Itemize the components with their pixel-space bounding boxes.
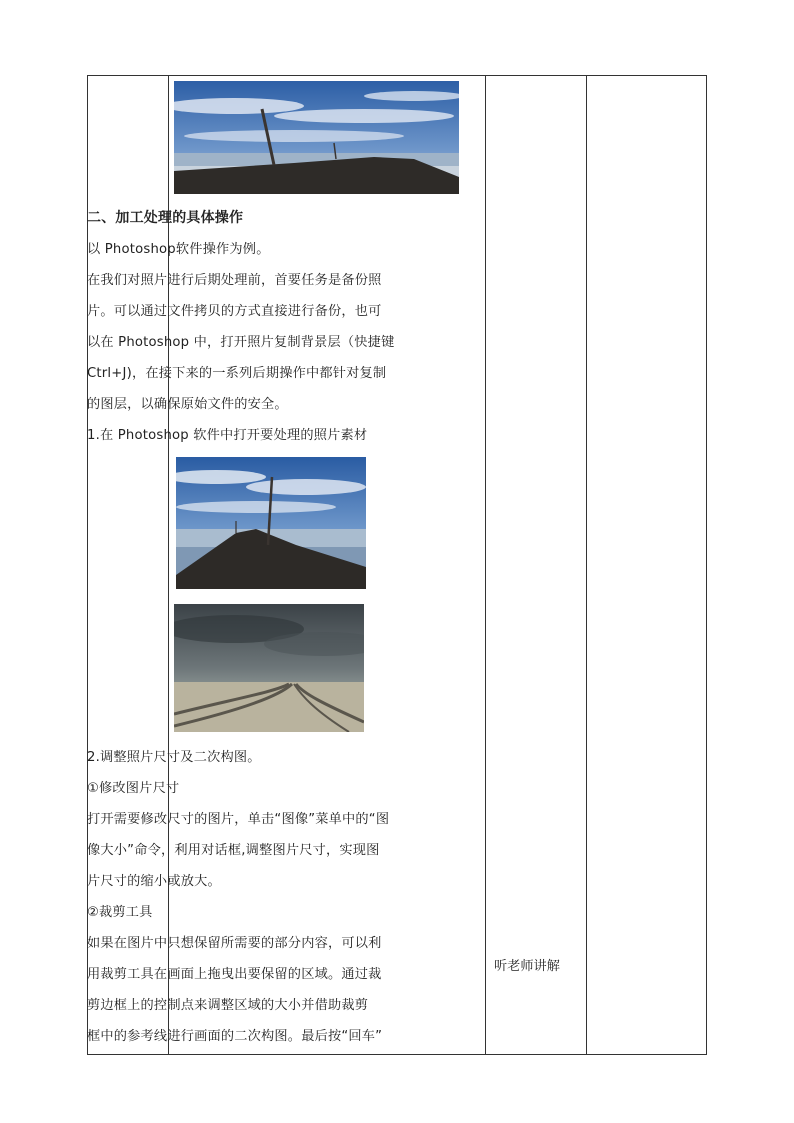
student-activity-note: 听老师讲解 (494, 959, 560, 974)
sub2-line-4: 框中的参考线进行画面的二次构图。最后按“回车” (87, 1029, 383, 1044)
sub1-line-1: 打开需要修改尺寸的图片，单击“图像”菜单中的“图 (87, 812, 390, 827)
sub2-line-2: 用裁剪工具在画面上拖曳出要保留的区域。通过裁 (87, 967, 382, 982)
intro-text: 以 Photoshop软件操作为例。 (87, 242, 270, 257)
column-divider-2 (485, 76, 486, 1054)
para1-line-2: 片。可以通过文件拷贝的方式直接进行备份，也可 (87, 304, 382, 319)
para1-line-5: 的图层，以确保原始文件的安全。 (87, 397, 288, 412)
photo-pier-top (174, 81, 459, 194)
sub1-line-2: 像大小”命令，利用对话框,调整图片尺寸，实现图 (87, 843, 380, 858)
sub2-title: ②裁剪工具 (87, 905, 153, 920)
para1-line-3: 以在 Photoshop 中，打开照片复制背景层（快捷键 (87, 335, 395, 350)
step2-text: 2.调整照片尺寸及二次构图。 (87, 750, 261, 765)
sub2-line-1: 如果在图片中只想保留所需要的部分内容，可以利 (87, 936, 382, 951)
sub1-line-3: 片尺寸的缩小或放大。 (87, 874, 221, 889)
para1-line-1: 在我们对照片进行后期处理前，首要任务是备份照 (87, 273, 382, 288)
photo-stormy-road (174, 604, 364, 732)
para1-line-4: Ctrl+J)，在接下来的一系列后期操作中都针对复制 (87, 366, 387, 381)
sub1-title: ①修改图片尺寸 (87, 781, 180, 796)
column-divider-3 (586, 76, 587, 1054)
step1-text: 1.在 Photoshop 软件中打开要处理的照片素材 (87, 428, 368, 443)
section-heading: 二、加工处理的具体操作 (87, 210, 244, 226)
sub2-line-3: 剪边框上的控制点来调整区域的大小并借助裁剪 (87, 998, 369, 1013)
photo-pier-middle (176, 457, 366, 589)
